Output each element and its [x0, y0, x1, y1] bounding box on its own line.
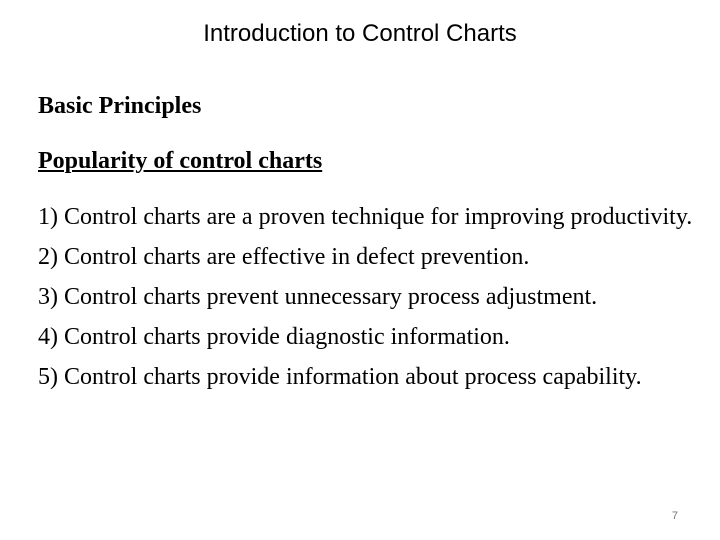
- point-list: [38, 204, 704, 404]
- list-item: 5) Control charts provide information about process capability.: [38, 364, 642, 390]
- section-heading: Basic Principles: [38, 93, 202, 119]
- list-item: 4) Control charts provide diagnostic information.: [38, 324, 510, 350]
- slide-title: Introduction to Control Charts: [203, 20, 517, 47]
- list-item: 2) Control charts are effective in defect prevention.: [38, 244, 530, 270]
- page-number: 7: [671, 510, 678, 522]
- list-item: 1) Control charts are a proven technique for improving productivity.: [38, 204, 693, 230]
- list-item: 3) Control charts prevent unnecessary process adjustment.: [38, 284, 598, 310]
- sub-heading: Popularity of control charts: [38, 148, 323, 174]
